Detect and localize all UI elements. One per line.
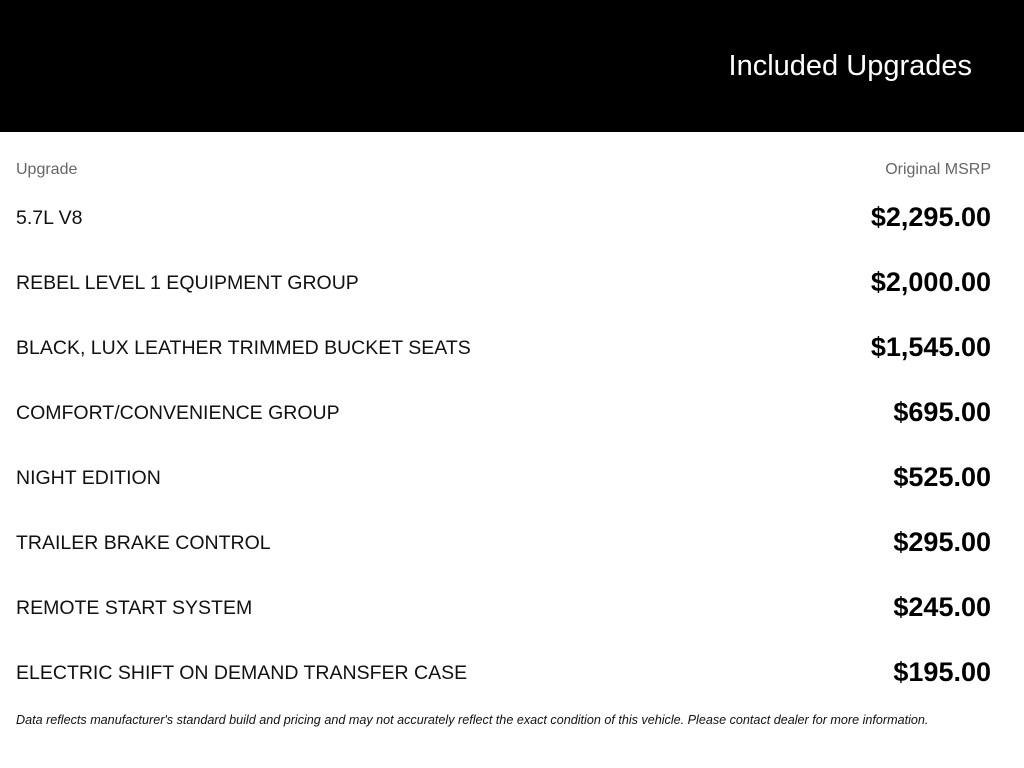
upgrade-row (16, 510, 991, 575)
header-banner (0, 0, 1024, 132)
upgrade-row (16, 575, 991, 640)
column-header-msrp: Original MSRP (885, 161, 991, 178)
upgrade-price: $1,545.00 (870, 332, 991, 362)
upgrade-name: 5.7L V8 (16, 207, 83, 229)
upgrade-name: NIGHT EDITION (16, 467, 161, 489)
upgrade-price: $195.00 (893, 657, 991, 687)
upgrade-name: COMFORT/CONVENIENCE GROUP (16, 402, 340, 424)
upgrade-row (16, 250, 991, 315)
upgrade-name: REBEL LEVEL 1 EQUIPMENT GROUP (16, 272, 359, 294)
upgrade-row (16, 185, 991, 250)
page-title: Included Upgrades (728, 50, 972, 82)
upgrade-name: BLACK, LUX LEATHER TRIMMED BUCKET SEATS (16, 337, 471, 359)
upgrade-name: TRAILER BRAKE CONTROL (16, 532, 271, 554)
upgrade-price: $245.00 (893, 592, 991, 622)
upgrade-row (16, 315, 991, 380)
column-header-upgrade: Upgrade (16, 161, 78, 178)
upgrade-price: $295.00 (893, 527, 991, 557)
upgrade-price: $2,295.00 (870, 202, 991, 232)
column-headers (16, 160, 991, 180)
upgrade-name: ELECTRIC SHIFT ON DEMAND TRANSFER CASE (16, 662, 468, 684)
upgrade-name: REMOTE START SYSTEM (16, 597, 253, 619)
upgrade-price: $695.00 (893, 397, 991, 427)
disclaimer-text: Data reflects manufacturer's standard build and pricing and may not accurately reflect the exact condition of this vehicle. Please contact dealer for more information. (16, 713, 929, 727)
upgrade-price: $525.00 (893, 462, 991, 492)
upgrade-row (16, 640, 991, 705)
upgrade-row (16, 380, 991, 445)
upgrades-list (16, 185, 991, 705)
upgrade-row (16, 445, 991, 510)
upgrade-price: $2,000.00 (870, 267, 991, 297)
